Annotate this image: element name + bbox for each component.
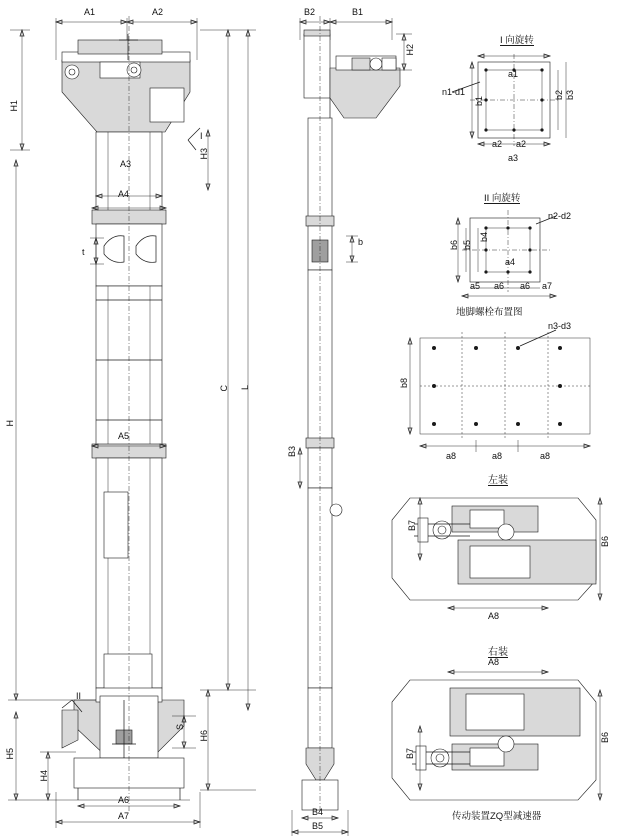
detail-ii-label-a6a: a6 [494, 281, 505, 291]
detail-ii-title: II 向旋转 [484, 193, 521, 204]
detail-i-label-b2: b2 [554, 90, 564, 101]
anchor-plan-label-b8: b8 [399, 378, 409, 389]
anchor-plan-label-a8b: a8 [492, 451, 503, 461]
left-mount-label-b7: B7 [407, 520, 417, 532]
detail-i-label-b1: b1 [474, 96, 484, 107]
detail-ii-label-n2d2: n2-d2 [548, 211, 572, 221]
dim-label-b4: B4 [312, 807, 324, 817]
dim-label-h: H [5, 420, 15, 427]
dim-label-a5: A5 [118, 431, 130, 441]
left-mount-label-a8: A8 [488, 611, 500, 621]
dim-label-c: C [219, 385, 229, 392]
detail-ii-label-a7: a7 [542, 281, 553, 291]
anchor-plan-label-n3d3: n3-d3 [548, 321, 572, 331]
dim-label-s: S [175, 724, 185, 731]
dim-label-b3: B3 [287, 446, 297, 458]
dim-label-b: b [358, 237, 364, 247]
detail-ii-label-b4: b4 [479, 232, 489, 243]
detail-i-label-a2b: a2 [516, 139, 527, 149]
left-mount-title: 左装 [488, 475, 508, 486]
detail-i-label-a2a: a2 [492, 139, 503, 149]
detail-i-label-n1d1: n1-d1 [442, 87, 466, 97]
detail-ii-label-a6b: a6 [520, 281, 531, 291]
dim-label-b1: B1 [352, 7, 364, 17]
dim-label-t: t [82, 247, 85, 257]
detail-ii-label-b6: b6 [449, 240, 459, 251]
detail-i-label-b3: b3 [565, 90, 575, 101]
detail-ii-label-a4: a4 [505, 257, 516, 267]
dim-label-a4: A4 [118, 189, 130, 199]
dim-label-h4: H4 [39, 770, 49, 782]
dim-label-l: L [240, 385, 250, 391]
dim-label-h5: H5 [5, 748, 15, 760]
detail-i-label-a3: a3 [508, 153, 519, 163]
dim-label-a7: A7 [118, 811, 130, 821]
right-mount-label-b6: B6 [600, 732, 610, 744]
drive-unit-caption: 传动装置ZQ型减速器 [452, 811, 542, 822]
dim-label-h1: H1 [9, 100, 19, 112]
dim-label-a2: A2 [152, 7, 164, 17]
left-mount-label-b6: B6 [600, 536, 610, 548]
dim-label-h6: H6 [199, 730, 209, 742]
right-mount-title: 右装 [488, 647, 508, 658]
dim-label-b5: B5 [312, 821, 324, 831]
dim-label-h2: H2 [405, 44, 415, 56]
section-mark-ii: II [76, 691, 82, 701]
right-mount-label-a8: A8 [488, 657, 500, 667]
anchor-plan-title: 地脚螺栓布置图 [456, 307, 523, 318]
right-mount-label-b7: B7 [405, 748, 415, 760]
detail-ii-label-a5: a5 [470, 281, 481, 291]
dim-label-h3: H3 [199, 148, 209, 160]
detail-i-title: I 向旋转 [500, 35, 534, 46]
dim-label-a1: A1 [84, 7, 96, 17]
anchor-plan-label-a8a: a8 [446, 451, 457, 461]
detail-i-label-a1: a1 [508, 69, 519, 79]
anchor-plan-label-a8c: a8 [540, 451, 551, 461]
detail-ii-label-b5: b5 [462, 240, 472, 251]
dim-label-b2: B2 [304, 7, 316, 17]
section-mark-i: I [200, 131, 203, 141]
dim-label-a3: A3 [120, 159, 132, 169]
dim-label-a6: A6 [118, 795, 130, 805]
